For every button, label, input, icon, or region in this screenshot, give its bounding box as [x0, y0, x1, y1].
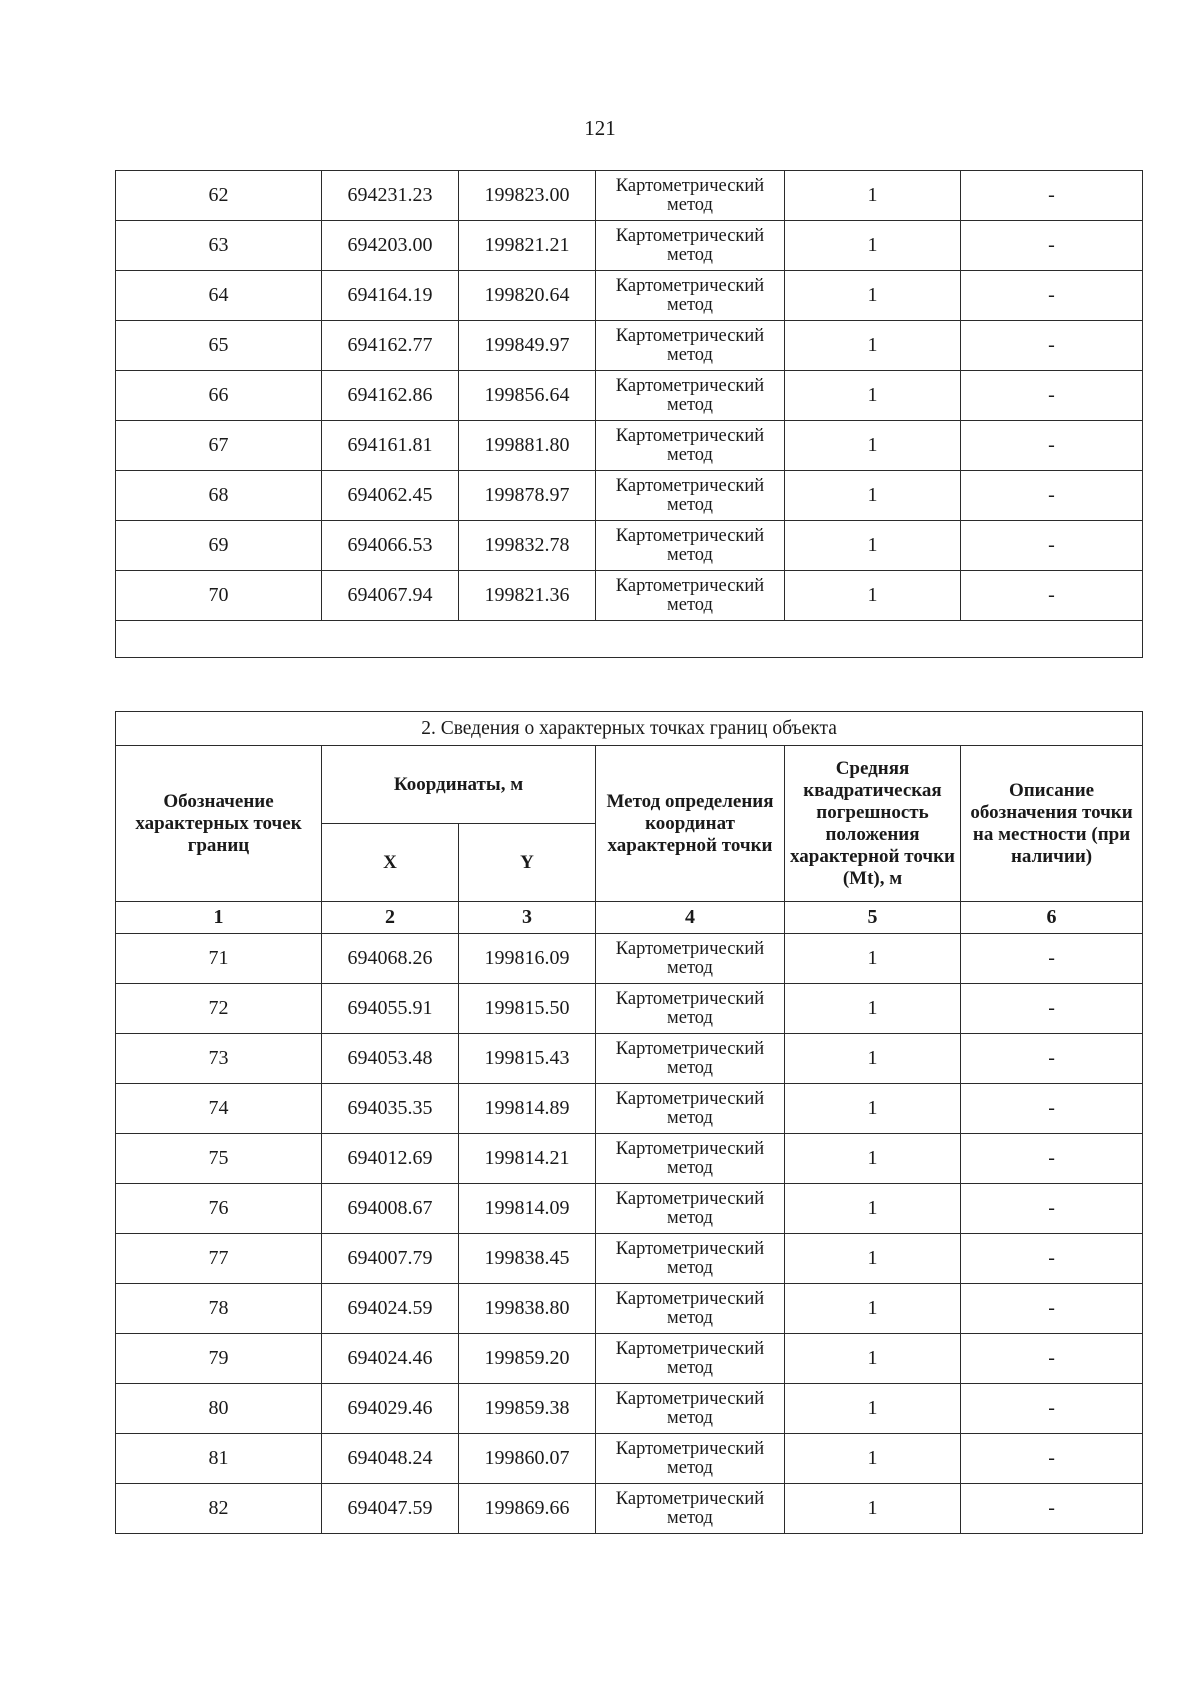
x-coordinate-cell: 694048.24 [322, 1434, 459, 1484]
y-coordinate-cell: 199821.36 [459, 571, 596, 621]
table-row [116, 1434, 1143, 1484]
description-cell: - [961, 221, 1143, 271]
method-text-line1: Картометрический [615, 575, 765, 596]
description-cell: - [961, 521, 1143, 571]
x-coordinate-cell: 694162.86 [322, 371, 459, 421]
method-text-line2: метод [667, 244, 713, 265]
table-row [116, 421, 1143, 471]
description-cell: - [961, 1284, 1143, 1334]
method-text-line1: Картометрический [615, 1338, 765, 1359]
table-row [116, 171, 1143, 221]
mt-cell: 1 [785, 1034, 961, 1084]
x-coordinate-cell: 694066.53 [322, 521, 459, 571]
method-text-line1: Картометрический [615, 1288, 765, 1309]
point-number-cell: 68 [116, 471, 322, 521]
mt-cell: 1 [785, 934, 961, 984]
x-coordinate-cell: 694161.81 [322, 421, 459, 471]
description-cell: - [961, 421, 1143, 471]
description-cell: - [961, 1234, 1143, 1284]
point-number-cell: 62 [116, 171, 322, 221]
description-cell: - [961, 1134, 1143, 1184]
point-number-cell: 81 [116, 1434, 322, 1484]
method-text-line2: метод [667, 1057, 713, 1078]
x-coordinate-cell: 694012.69 [322, 1134, 459, 1184]
mt-cell: 1 [785, 984, 961, 1034]
description-cell: - [961, 1484, 1143, 1534]
column-number: 2 [322, 902, 459, 934]
y-coordinate-cell: 199856.64 [459, 371, 596, 421]
method-text-line1: Картометрический [615, 275, 765, 296]
method-text-line2: метод [667, 194, 713, 215]
x-coordinate-cell: 694203.00 [322, 221, 459, 271]
table-row [116, 271, 1143, 321]
x-coordinate-cell: 694008.67 [322, 1184, 459, 1234]
point-number-cell: 77 [116, 1234, 322, 1284]
mt-cell: 1 [785, 1484, 961, 1534]
description-cell: - [961, 1384, 1143, 1434]
header-method: Метод определения координат характерной точки [596, 746, 785, 902]
empty-row [116, 621, 1143, 658]
column-number: 6 [961, 902, 1143, 934]
y-coordinate-cell: 199814.21 [459, 1134, 596, 1184]
x-coordinate-cell: 694007.79 [322, 1234, 459, 1284]
page-number: 121 [584, 116, 616, 140]
table-row [116, 1334, 1143, 1384]
point-number-cell: 73 [116, 1034, 322, 1084]
description-cell: - [961, 1084, 1143, 1134]
y-coordinate-cell: 199814.89 [459, 1084, 596, 1134]
method-cell [596, 1184, 785, 1234]
mt-cell: 1 [785, 471, 961, 521]
column-number: 1 [116, 902, 322, 934]
y-coordinate-cell: 199838.80 [459, 1284, 596, 1334]
empty-cell [116, 621, 1143, 658]
mt-cell: 1 [785, 1184, 961, 1234]
table-row [116, 571, 1143, 621]
method-text-line2: метод [667, 1457, 713, 1478]
method-text-line1: Картометрический [615, 938, 765, 959]
point-number-cell: 69 [116, 521, 322, 571]
method-text-line1: Картометрический [615, 1038, 765, 1059]
method-text-line1: Картометрический [615, 525, 765, 546]
method-text-line2: метод [667, 594, 713, 615]
method-cell [596, 984, 785, 1034]
x-coordinate-cell: 694162.77 [322, 321, 459, 371]
method-text-line2: метод [667, 294, 713, 315]
x-coordinate-cell: 694062.45 [322, 471, 459, 521]
mt-cell: 1 [785, 1084, 961, 1134]
mt-cell: 1 [785, 571, 961, 621]
method-text-line1: Картометрический [615, 225, 765, 246]
y-coordinate-cell: 199814.09 [459, 1184, 596, 1234]
method-text-line2: метод [667, 1507, 713, 1528]
mt-cell: 1 [785, 1134, 961, 1184]
method-cell [596, 271, 785, 321]
description-cell: - [961, 1434, 1143, 1484]
point-number-cell: 80 [116, 1384, 322, 1434]
y-coordinate-cell: 199832.78 [459, 521, 596, 571]
method-text-line1: Картометрический [615, 175, 765, 196]
y-coordinate-cell: 199869.66 [459, 1484, 596, 1534]
point-number-cell: 66 [116, 371, 322, 421]
coordinates-table-continued [115, 170, 1143, 658]
method-text-line2: метод [667, 1157, 713, 1178]
x-coordinate-cell: 694024.59 [322, 1284, 459, 1334]
y-coordinate-cell: 199820.64 [459, 271, 596, 321]
header-y: Y [459, 824, 596, 902]
x-coordinate-cell: 694055.91 [322, 984, 459, 1034]
method-text-line1: Картометрический [615, 988, 765, 1009]
point-number-cell: 70 [116, 571, 322, 621]
table-row [116, 471, 1143, 521]
method-cell [596, 571, 785, 621]
method-text-line2: метод [667, 444, 713, 465]
x-coordinate-cell: 694067.94 [322, 571, 459, 621]
mt-cell: 1 [785, 371, 961, 421]
table-body [116, 171, 1143, 658]
header-x: X [322, 824, 459, 902]
table-row [116, 1134, 1143, 1184]
description-cell: - [961, 1034, 1143, 1084]
boundary-points-table [115, 711, 1143, 1534]
description-cell: - [961, 371, 1143, 421]
method-cell [596, 321, 785, 371]
method-cell [596, 1134, 785, 1184]
description-cell: - [961, 934, 1143, 984]
table-row [116, 1384, 1143, 1434]
method-cell [596, 1484, 785, 1534]
point-number-cell: 71 [116, 934, 322, 984]
x-coordinate-cell: 694029.46 [322, 1384, 459, 1434]
point-number-cell: 79 [116, 1334, 322, 1384]
mt-cell: 1 [785, 271, 961, 321]
point-number-cell: 76 [116, 1184, 322, 1234]
method-text-line1: Картометрический [615, 1388, 765, 1409]
point-number-cell: 64 [116, 271, 322, 321]
table-row [116, 371, 1143, 421]
description-cell: - [961, 271, 1143, 321]
y-coordinate-cell: 199881.80 [459, 421, 596, 471]
description-cell: - [961, 1184, 1143, 1234]
point-number-cell: 78 [116, 1284, 322, 1334]
point-number-cell: 67 [116, 421, 322, 471]
table-row [116, 221, 1143, 271]
table-row [116, 984, 1143, 1034]
description-cell: - [961, 471, 1143, 521]
method-text-line2: метод [667, 1407, 713, 1428]
method-text-line2: метод [667, 1007, 713, 1028]
method-cell [596, 1284, 785, 1334]
method-text-line1: Картометрический [615, 1238, 765, 1259]
method-text-line1: Картометрический [615, 425, 765, 446]
x-coordinate-cell: 694024.46 [322, 1334, 459, 1384]
table-caption: 2. Сведения о характерных точках границ объекта [116, 712, 1143, 746]
table-row [116, 934, 1143, 984]
column-number: 3 [459, 902, 596, 934]
method-text-line2: метод [667, 544, 713, 565]
y-coordinate-cell: 199849.97 [459, 321, 596, 371]
y-coordinate-cell: 199859.38 [459, 1384, 596, 1434]
method-cell [596, 1334, 785, 1384]
x-coordinate-cell: 694053.48 [322, 1034, 459, 1084]
method-text-line2: метод [667, 344, 713, 365]
method-text-line2: метод [667, 394, 713, 415]
point-number-cell: 75 [116, 1134, 322, 1184]
y-coordinate-cell: 199878.97 [459, 471, 596, 521]
method-cell [596, 471, 785, 521]
description-cell: - [961, 321, 1143, 371]
mt-cell: 1 [785, 321, 961, 371]
method-text-line1: Картометрический [615, 1488, 765, 1509]
table-row [116, 1084, 1143, 1134]
mt-cell: 1 [785, 521, 961, 571]
description-cell: - [961, 984, 1143, 1034]
mt-cell: 1 [785, 171, 961, 221]
description-cell: - [961, 1334, 1143, 1384]
method-text-line2: метод [667, 1307, 713, 1328]
method-text-line1: Картометрический [615, 375, 765, 396]
y-coordinate-cell: 199821.21 [459, 221, 596, 271]
table-row [116, 1184, 1143, 1234]
header-mt: Средняя квадратическая погрешность положения характерной точки (Mt), м [785, 746, 961, 902]
method-text-line1: Картометрический [615, 475, 765, 496]
x-coordinate-cell: 694231.23 [322, 171, 459, 221]
header-point-designation: Обозначение характерных точек границ [116, 746, 322, 902]
mt-cell: 1 [785, 1434, 961, 1484]
y-coordinate-cell: 199860.07 [459, 1434, 596, 1484]
point-number-cell: 72 [116, 984, 322, 1034]
table-row [116, 1284, 1143, 1334]
table-row [116, 521, 1143, 571]
mt-cell: 1 [785, 221, 961, 271]
column-number: 4 [596, 902, 785, 934]
y-coordinate-cell: 199838.45 [459, 1234, 596, 1284]
table-row [116, 1484, 1143, 1534]
x-coordinate-cell: 694164.19 [322, 271, 459, 321]
method-text-line2: метод [667, 1357, 713, 1378]
method-text-line2: метод [667, 957, 713, 978]
method-text-line1: Картометрический [615, 1138, 765, 1159]
table-body [116, 934, 1143, 1534]
y-coordinate-cell: 199815.43 [459, 1034, 596, 1084]
method-text-line1: Картометрический [615, 1438, 765, 1459]
method-text-line1: Картометрический [615, 1088, 765, 1109]
method-text-line2: метод [667, 1107, 713, 1128]
mt-cell: 1 [785, 1234, 961, 1284]
x-coordinate-cell: 694047.59 [322, 1484, 459, 1534]
mt-cell: 1 [785, 421, 961, 471]
method-cell [596, 421, 785, 471]
y-coordinate-cell: 199823.00 [459, 171, 596, 221]
point-number-cell: 63 [116, 221, 322, 271]
x-coordinate-cell: 694068.26 [322, 934, 459, 984]
y-coordinate-cell: 199816.09 [459, 934, 596, 984]
method-text-line2: метод [667, 1207, 713, 1228]
method-cell [596, 171, 785, 221]
mt-cell: 1 [785, 1334, 961, 1384]
header-description: Описание обозначения точки на местности (при наличии) [961, 746, 1143, 902]
method-cell [596, 1434, 785, 1484]
mt-cell: 1 [785, 1384, 961, 1434]
y-coordinate-cell: 199859.20 [459, 1334, 596, 1384]
point-number-cell: 82 [116, 1484, 322, 1534]
method-cell [596, 1034, 785, 1084]
method-text-line2: метод [667, 1257, 713, 1278]
method-cell [596, 371, 785, 421]
method-cell [596, 1384, 785, 1434]
description-cell: - [961, 171, 1143, 221]
method-cell [596, 221, 785, 271]
description-cell: - [961, 571, 1143, 621]
table-row [116, 1034, 1143, 1084]
method-text-line1: Картометрический [615, 325, 765, 346]
method-cell [596, 521, 785, 571]
method-cell [596, 1234, 785, 1284]
y-coordinate-cell: 199815.50 [459, 984, 596, 1034]
table-row [116, 1234, 1143, 1284]
x-coordinate-cell: 694035.35 [322, 1084, 459, 1134]
column-number: 5 [785, 902, 961, 934]
method-cell [596, 1084, 785, 1134]
table-row [116, 321, 1143, 371]
mt-cell: 1 [785, 1284, 961, 1334]
method-text-line2: метод [667, 494, 713, 515]
method-cell [596, 934, 785, 984]
method-text-line1: Картометрический [615, 1188, 765, 1209]
point-number-cell: 65 [116, 321, 322, 371]
point-number-cell: 74 [116, 1084, 322, 1134]
header-coordinates: Координаты, м [322, 746, 596, 824]
